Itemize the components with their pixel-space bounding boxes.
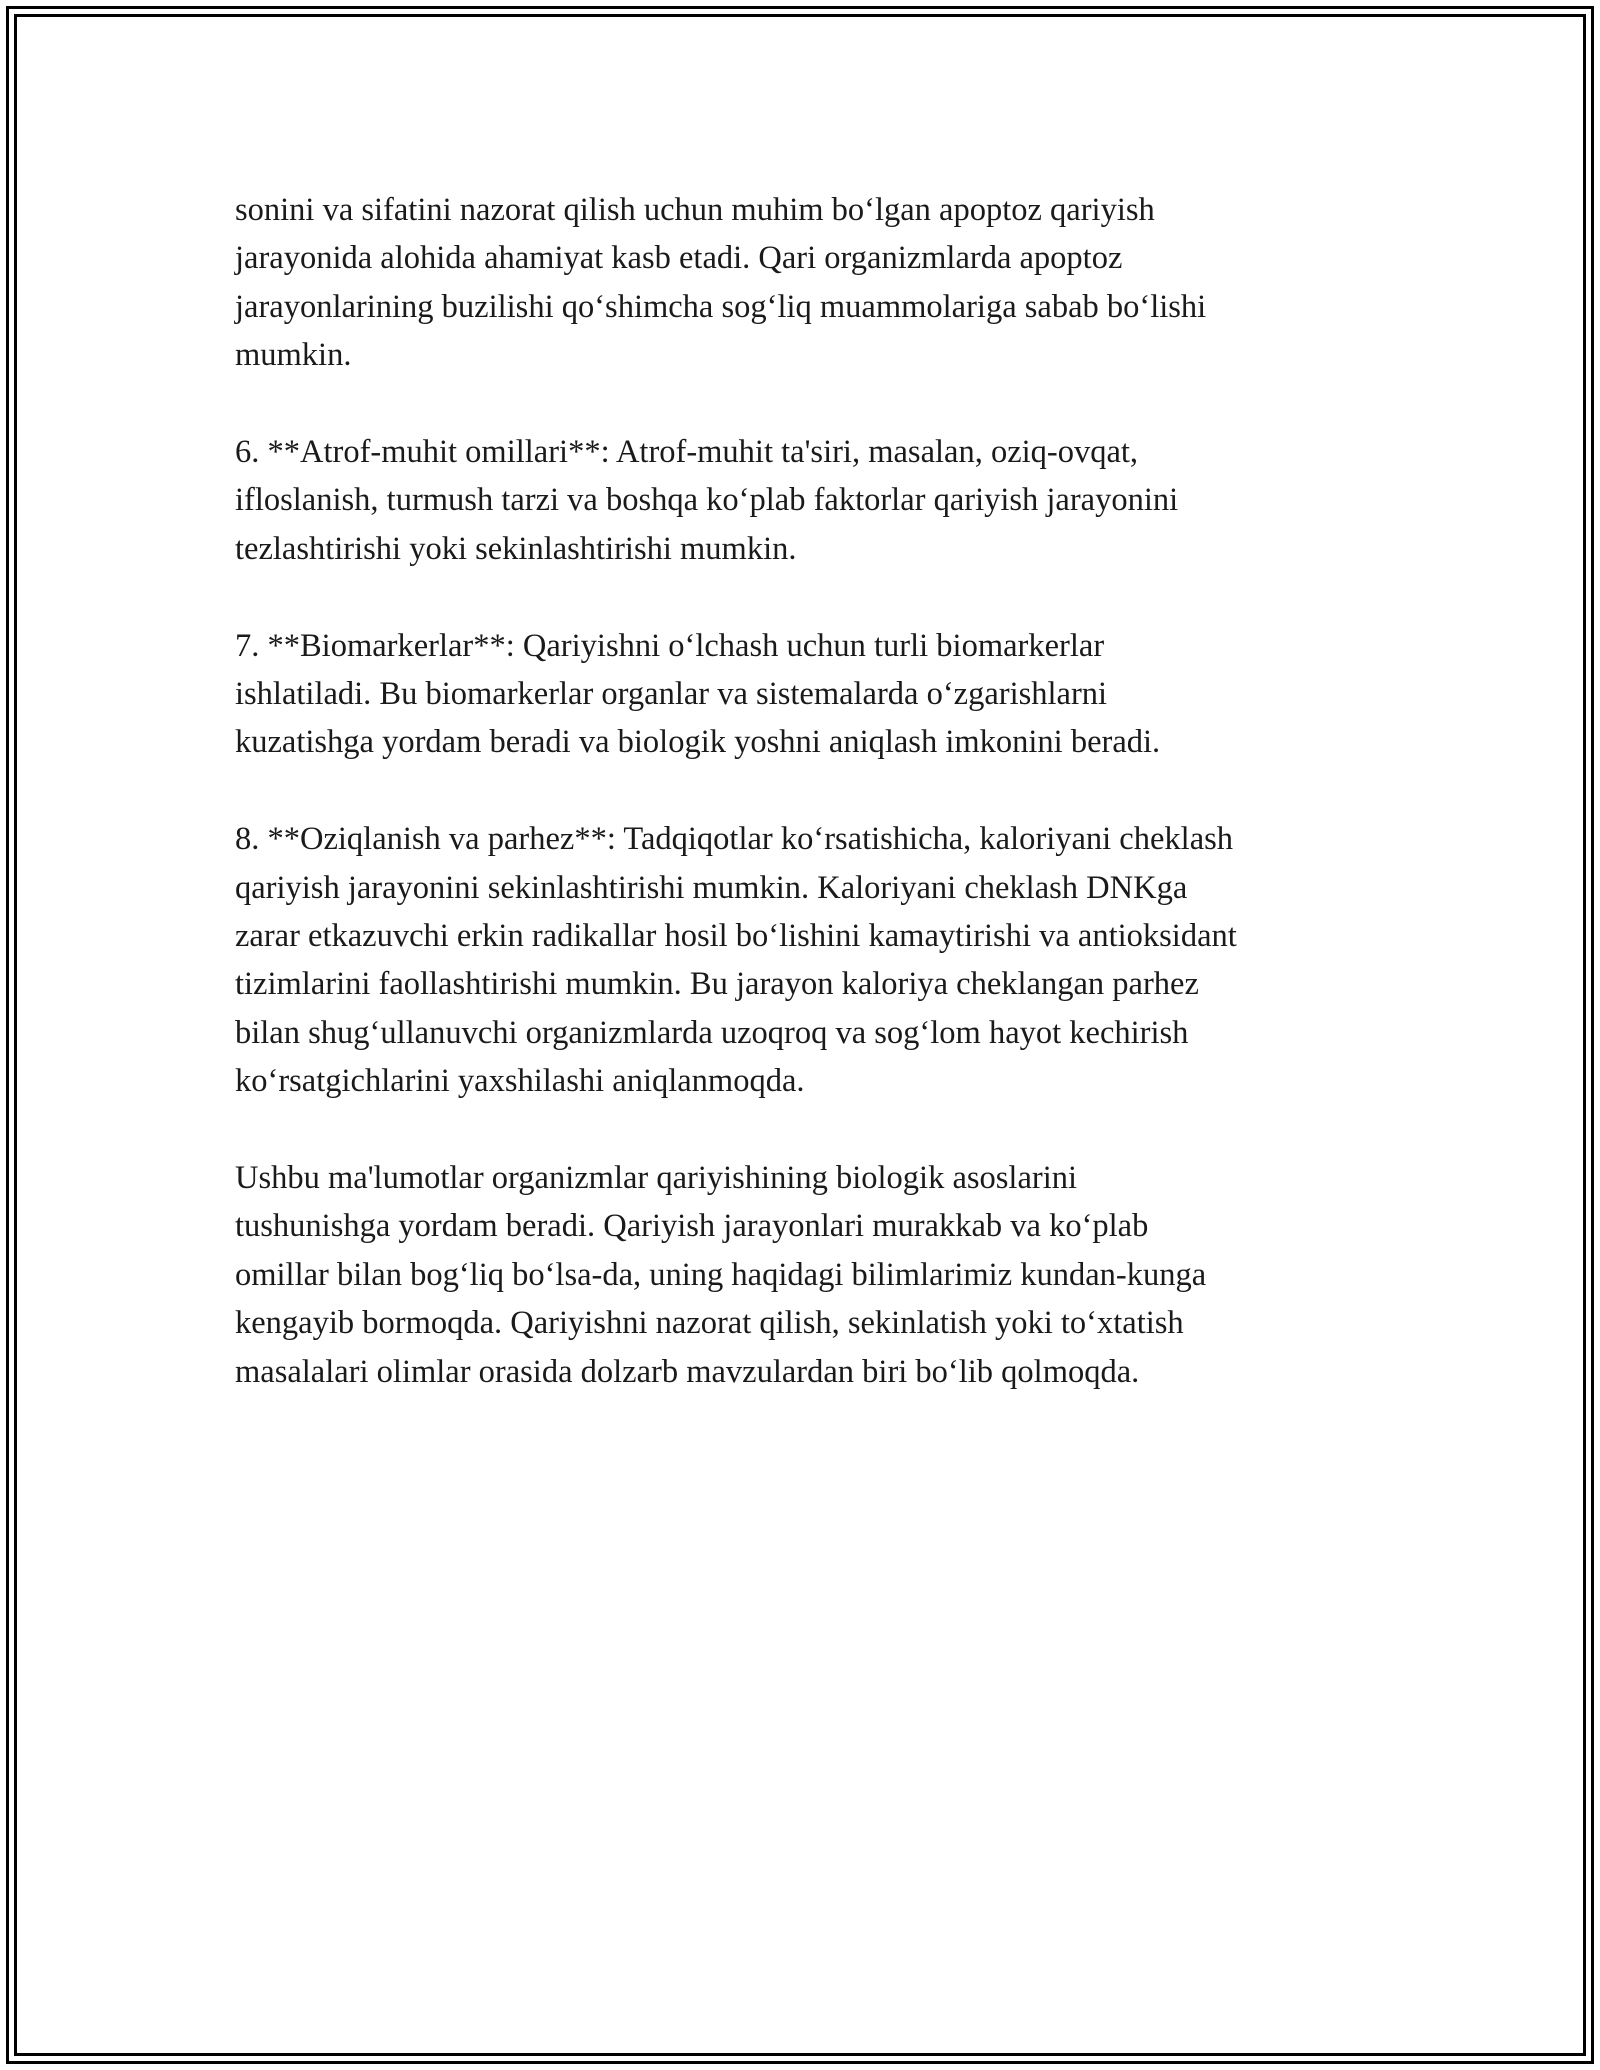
paragraph-biomarkers: 7. **Biomarkerlar**: Qariyishni o‘lchash uchun turli biomarkerlar ishlatiladi. Bu biomarkerlar organlar va sistemalarda o‘zgarishlarni kuzatishga yordam beradi va biologik yoshni aniqlash imkonini beradi. [235, 627, 1161, 761]
document-body [235, 186, 1385, 1396]
paragraph-conclusion: Ushbu ma'lumotlar organizmlar qariyishining biologik asoslarini tushunishga yordam beradi. Qariyish jarayonlari murakkab va ko‘plab omillar bilan bog‘liq bo‘lsa-da, uning haqidagi bilimlarimiz kundan-kunga kengayib bormoqda. Qariyishni nazorat qilish, sekinlatish yoki to‘xtatish masalalari olimlar orasida dolzarb mavzulardan biri bo‘lib qolmoqda. [235, 1160, 1207, 1390]
paragraph-nutrition-diet: 8. **Oziqlanish va parhez**: Tadqiqotlar ko‘rsatishicha, kaloriyani cheklash qariyish jarayonini sekinlashtirishi mumkin. Kaloriyani cheklash DNKga zarar etkazuvchi erkin radikallar hosil bo‘lishini kamaytirishi va antioksidant tizimlarini faollashtirishi mumkin. Bu jarayon kaloriya cheklangan parhez bilan shug‘ullanuvchi organizmlarda uzoqroq va sog‘lom hayot kechirish ko‘rsatgichlarini yaxshilashi aniqlanmoqda. [235, 821, 1237, 1100]
paragraph-environmental-factors: 6. **Atrof-muhit omillari**: Atrof-muhit ta'siri, masalan, oziq-ovqat, ifloslanish, turmush tarzi va boshqa ko‘plab faktorlar qariyish jarayonini tezlashtirishi yoki sekinlashtirishi mumkin. [235, 434, 1179, 567]
paragraph-apoptosis-continued: sonini va sifatini nazorat qilish uchun muhim bo‘lgan apoptoz qariyish jarayonida alohida ahamiyat kasb etadi. Qari organizmlarda apoptoz jarayonlarining buzilishi qo‘shimcha sog‘liq muammolariga sabab bo‘lishi mumkin. [235, 192, 1207, 374]
